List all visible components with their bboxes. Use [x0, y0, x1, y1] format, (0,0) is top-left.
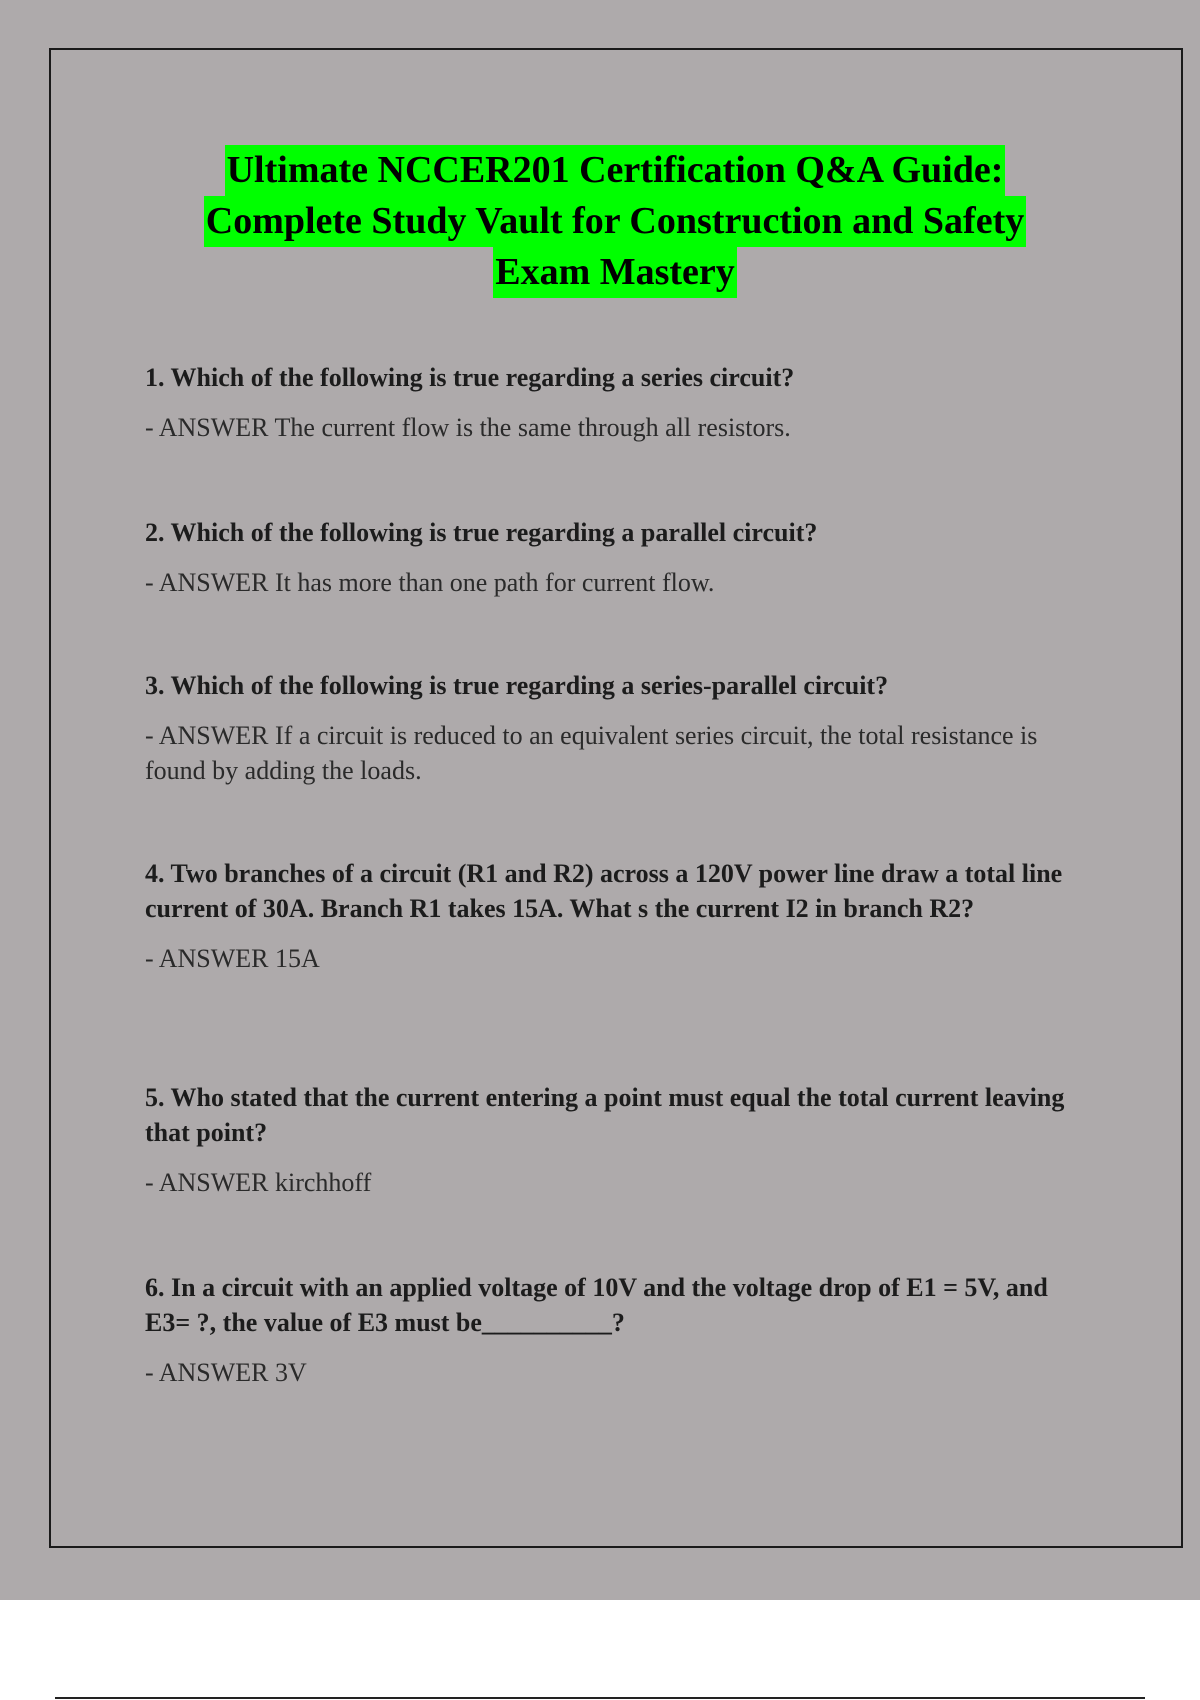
qa-item-5: [145, 1080, 1095, 1200]
question-6: 6. In a circuit with an applied voltage of 10V and the voltage drop of E1 = 5V, and E3= ?, the value of E3 must be__________?: [145, 1273, 1048, 1337]
qa-item-1: [145, 360, 1095, 445]
answer-3: - ANSWER If a circuit is reduced to an equivalent series circuit, the total resistance is found by adding the loads.: [145, 721, 1038, 785]
answer-4: - ANSWER 15A: [145, 944, 320, 973]
question-3: 3. Which of the following is true regarding a series-parallel circuit?: [145, 671, 889, 700]
answer-5: - ANSWER kirchhoff: [145, 1168, 372, 1197]
document-title: [120, 145, 1110, 298]
question-4: 4. Two branches of a circuit (R1 and R2) across a 120V power line draw a total line current of 30A. Branch R1 takes 15A. What s the current I2 in branch R2?: [145, 859, 1063, 923]
answer-1: - ANSWER The current flow is the same through all resistors.: [145, 413, 791, 442]
qa-item-3: [145, 668, 1095, 788]
qa-item-6: [145, 1270, 1095, 1390]
footer-rule: [55, 1697, 1145, 1699]
question-2: 2. Which of the following is true regarding a parallel circuit?: [145, 518, 818, 547]
question-1: 1. Which of the following is true regarding a series circuit?: [145, 363, 795, 392]
question-5: 5. Who stated that the current entering a point must equal the total current leaving that point?: [145, 1083, 1065, 1147]
title-line-3: Exam Mastery: [493, 247, 737, 298]
answer-2: - ANSWER It has more than one path for current flow.: [145, 568, 715, 597]
answer-6: - ANSWER 3V: [145, 1358, 307, 1387]
title-line-1: Ultimate NCCER201 Certification Q&A Guide:: [225, 145, 1006, 196]
qa-item-2: [145, 515, 1095, 600]
title-line-2: Complete Study Vault for Construction and Safety: [204, 196, 1026, 247]
qa-item-4: [145, 856, 1095, 976]
